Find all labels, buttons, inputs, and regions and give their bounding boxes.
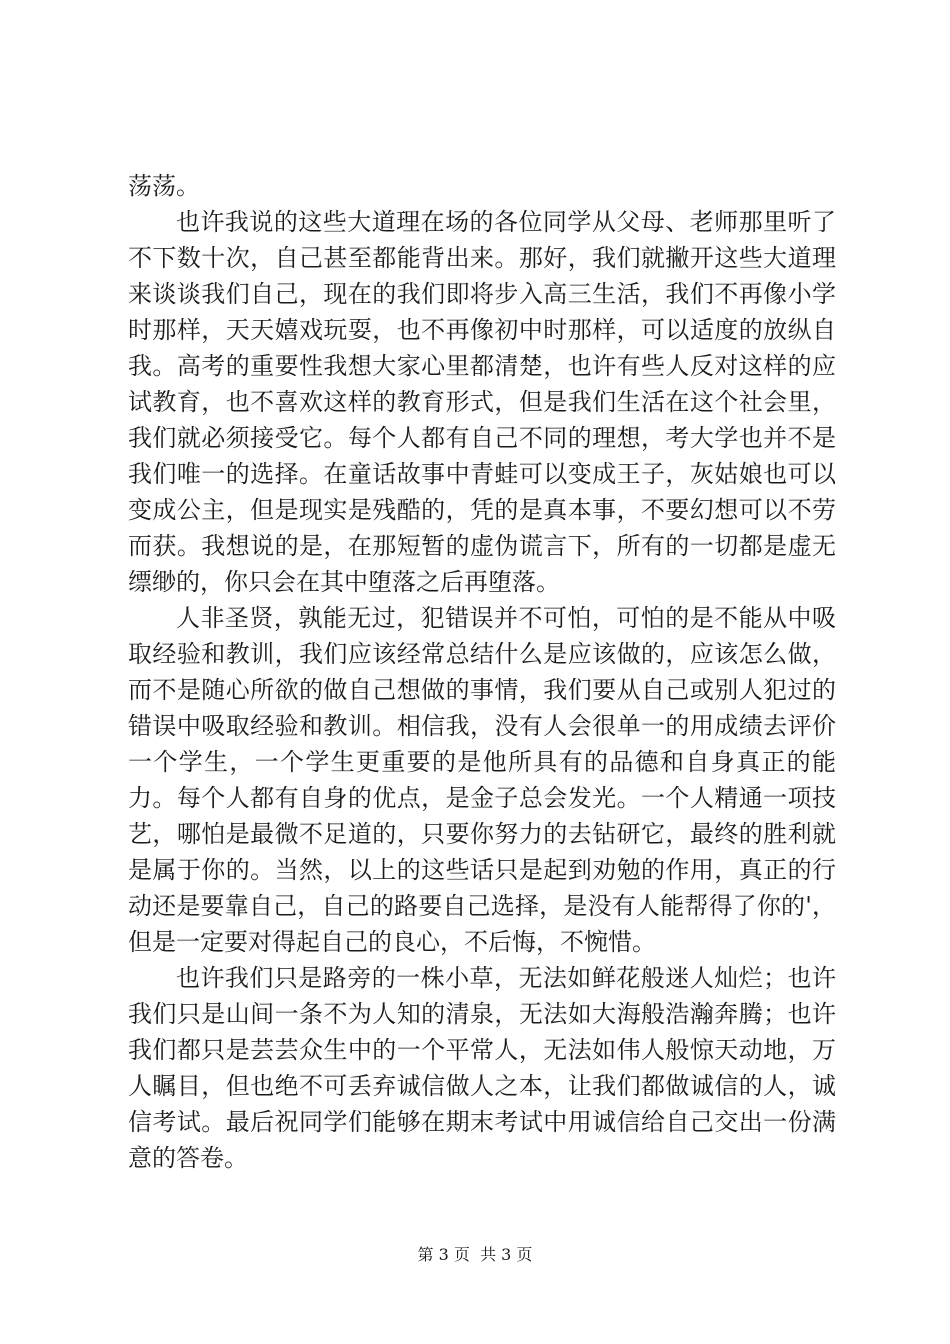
page-number-label: 第 3 页 共 3 页 bbox=[417, 1245, 533, 1264]
paragraph-2: 也许我说的这些大道理在场的各位同学从父母、老师那里听了不下数十次，自己甚至都能背出来。那好，我们就撇开这些大道理来谈谈我们自己，现在的我们即将步入高三生活，我们不再像小学时那样，天天嬉戏玩耍，也不再像初中时那样，可以适度的放纵自我。高考的重要性我想大家心里都清楚，也许有些人反对这样的应试教育，也不喜欢这样的教育形式，但是我们生活在这个社会里，我们就必须接受它。每个人都有自己不同的理想，考大学也并不是我们唯一的选择。在童话故事中青蛙可以变成王子，灰姑娘也可以变成公主，但是现实是残酷的，凭的是真本事，不要幻想可以不劳而获。我想说的是，在那短暂的虚伪谎言下，所有的一切都是虚无缥缈的，你只会在其中堕落之后再堕落。 bbox=[128, 208, 836, 596]
paragraph-1: 荡荡。 bbox=[128, 172, 200, 200]
document-body bbox=[128, 168, 836, 1176]
paragraph-3: 人非圣贤，孰能无过，犯错误并不可怕，可怕的是不能从中吸取经验和教训，我们应该经常总结什么是应该做的，应该怎么做，而不是随心所欲的做自己想做的事情，我们要从自己或别人犯过的错误中吸取经验和教训。相信我，没有人会很单一的用成绩去评价一个学生，一个学生更重要的是他所具有的品德和自身真正的能力。每个人都有自身的优点，是金子总会发光。一个人精通一项技艺，哪怕是最微不足道的，只要你努力的去钻研它，最终的胜利就是属于你的。当然，以上的这些话只是起到劝勉的作用，真正的行动还是要靠自己，自己的路要自己选择，是没有人能帮得了你的'，但是一定要对得起自己的良心，不后悔，不惋惜。 bbox=[128, 604, 836, 956]
paragraph-4: 也许我们只是路旁的一株小草，无法如鲜花般迷人灿烂；也许我们只是山间一条不为人知的清泉，无法如大海般浩瀚奔腾；也许我们都只是芸芸众生中的一个平常人，无法如伟人般惊天动地，万人瞩目，但也绝不可丢弃诚信做人之本，让我们都做诚信的人，诚信考试。最后祝同学们能够在期末考试中用诚信给自己交出一份满意的答卷。 bbox=[128, 964, 836, 1172]
page-footer bbox=[0, 1244, 950, 1266]
